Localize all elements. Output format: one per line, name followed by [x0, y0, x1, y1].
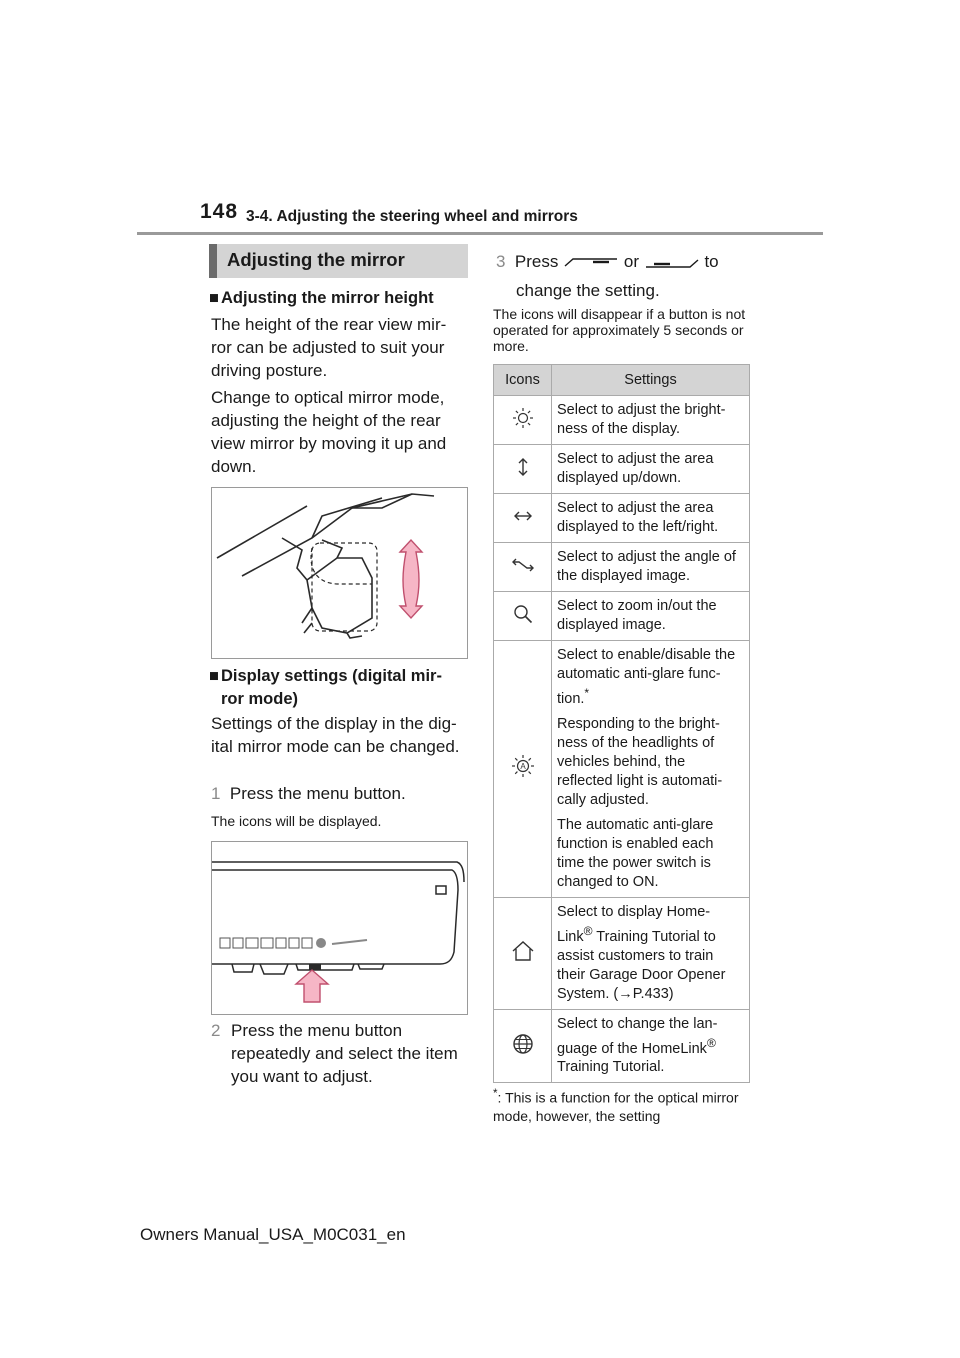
table-row — [494, 897, 750, 1009]
table-row — [494, 641, 750, 898]
footnote: *: This is a function for the optical mirror mode, however, the setting — [493, 1087, 739, 1124]
chapter-title: 3-4. Adjusting the steering wheel and mirrors — [246, 208, 578, 225]
arrow-glyph: → — [618, 985, 633, 1002]
table-row — [494, 543, 750, 592]
brightness-icon — [512, 407, 534, 429]
step-3: 3 Press or to — [496, 252, 719, 271]
home-icon — [511, 940, 535, 962]
row-angle-text: Select to adjust the angle of the displayed image. — [552, 543, 750, 592]
step-3-note: The icons will disappear if a button is not operated for approximately 5 seconds or more. — [493, 306, 746, 354]
row-up-down-text: Select to adjust the area displayed up/down. — [552, 445, 750, 494]
settings-table — [493, 364, 750, 1083]
table-row — [494, 494, 750, 543]
angle-icon — [510, 554, 536, 576]
manual-id: Owners Manual_USA_M0C031_en — [140, 1225, 406, 1244]
up-down-arrow-icon — [512, 456, 534, 478]
auto-glare-icon — [511, 754, 535, 778]
paragraph-display-settings: Settings of the display in the dig-ital mirror mode can be changed. — [211, 714, 460, 756]
header-settings: Settings — [552, 365, 750, 396]
mirror-adjust-drawing — [212, 488, 467, 658]
globe-icon — [512, 1033, 534, 1055]
table-row — [494, 445, 750, 494]
page-number: 148 — [200, 200, 239, 223]
left-button-icon — [563, 256, 619, 270]
zoom-icon — [512, 603, 534, 625]
row-zoom-text: Select to zoom in/out the displayed image. — [552, 592, 750, 641]
mirror-height-illustration — [211, 487, 468, 659]
step-1: 1 Press the menu button. — [211, 784, 406, 803]
page-reference-link[interactable]: P.433) — [632, 985, 674, 1002]
svg-text:A: A — [519, 762, 526, 772]
menu-button-illustration — [211, 841, 468, 1015]
subheading-mirror-height: ■ Adjusting the mirror height — [209, 287, 471, 310]
table-row — [494, 592, 750, 641]
row-homelink-text: Select to display Home-Link® Training Tutorial to assist customers to train their Garage Door Opener System. (→P.433) — [552, 897, 750, 1009]
section-title: Adjusting the mirror — [227, 249, 405, 270]
table-row — [494, 1009, 750, 1083]
step-2: 2 Press the menu button repeatedly and select the item you want to adjust. — [211, 1021, 458, 1086]
subheading-display-settings: ■ Display settings (digital mir-ror mode) — [209, 667, 442, 708]
table-row — [494, 396, 750, 445]
left-right-arrow-icon — [512, 505, 534, 527]
mirror-menu-drawing — [212, 842, 467, 1014]
step-1-note: The icons will be displayed. — [211, 813, 382, 829]
row-language-text: Select to change the lan-guage of the HomeLink® Training Tutorial. — [552, 1009, 750, 1083]
step-3-continued: change the setting. — [516, 281, 660, 300]
row-anti-glare-text: Select to enable/disable the automatic anti-glare func-tion.* Responding to the bright-ness of the headlights of vehicles behind, the reflected light is automati-cally adjusted. The automatic anti-glare function is enabled each time the power switch is changed to ON. — [552, 641, 750, 898]
square-bullet-icon: ■ — [209, 667, 219, 685]
paragraph-height: The height of the rear view mir-ror can be adjusted to suit your driving posture. — [211, 315, 447, 380]
paragraph-optical-mode: Change to optical mirror mode, adjusting the height of the rear view mirror by moving it up and down. — [211, 388, 447, 476]
header-icons: Icons — [494, 365, 552, 396]
header-rule — [137, 232, 823, 235]
square-bullet-icon: ■ — [209, 289, 219, 307]
table-header-row — [494, 365, 750, 396]
row-left-right-text: Select to adjust the area displayed to the left/right. — [552, 494, 750, 543]
right-button-icon — [644, 256, 700, 270]
row-brightness-text: Select to adjust the bright-ness of the display. — [552, 396, 750, 445]
section-heading — [209, 244, 468, 278]
